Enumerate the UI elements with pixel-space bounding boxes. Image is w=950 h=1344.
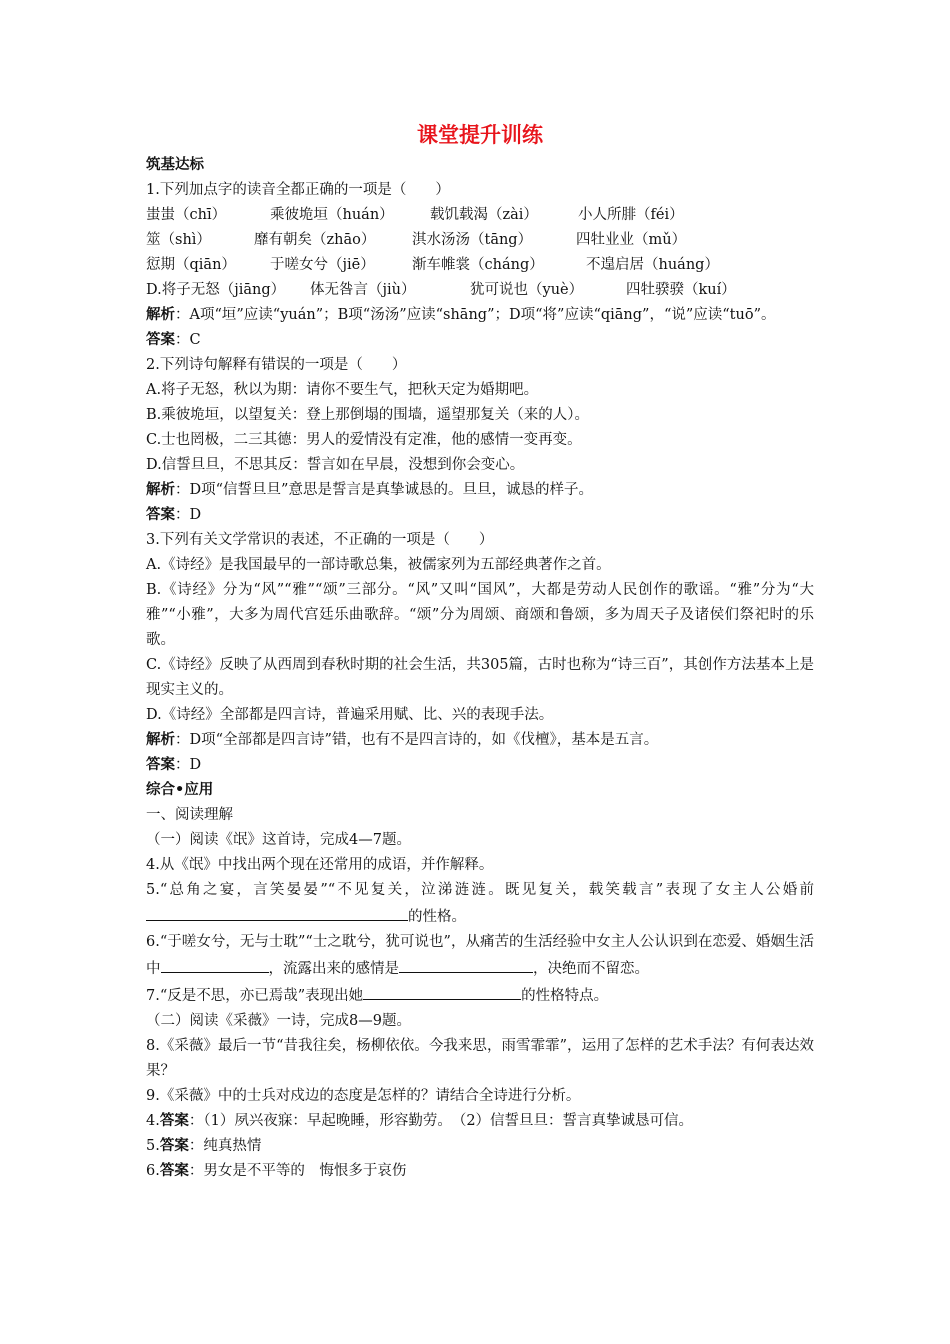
answer-6 [146, 1159, 814, 1184]
question-3-stem: 3.下列有关文学常识的表述，不正确的一项是（ ） [146, 532, 494, 548]
answer-number: 5. [146, 1138, 160, 1154]
answer-text: ：（1）夙兴夜寐：早起晚睡，形容勤劳。 （2）信誓旦旦：誓言真挚诚恳可信。 [188, 1113, 694, 1129]
answer-4 [146, 1109, 814, 1134]
option-item: 四牡骙骙（kuí） [626, 282, 736, 298]
section-heading-basic: 筑基达标 [146, 157, 204, 173]
question-9: 9.《采薇》中的士兵对戍边的态度是怎样的？请结合全诗进行分析。 [146, 1088, 581, 1104]
question-3-option: A.《诗经》是我国最早的一部诗歌总集，被儒家列为五部经典著作之首。 [146, 557, 611, 573]
question-2-option: C.士也罔极，二三其德：男人的爱情没有定准，他的感情一变再变。 [146, 432, 582, 448]
option-item: 体无咎言（jiù） [310, 282, 416, 298]
question-3-option: C.《诗经》反映了从西周到春秋时期的社会生活，共305篇，古时也称为“诗三百”，其创作方法基本上是现实主义的。 [146, 657, 814, 698]
option-item: 淇水汤汤（tāng） [412, 232, 533, 248]
question-5-text: 5.“总角之宴，言笑晏晏”“不见复关，泣涕涟涟。既见复关，载笑载言”表现了女主人公婚前 [146, 882, 814, 898]
answer-label: 答案 [159, 1138, 189, 1154]
answer-label: 答案 [146, 757, 175, 773]
answer-label: 答案 [159, 1163, 189, 1179]
part-subheading-mang: （一）阅读《氓》这首诗，完成4—7题。 [146, 832, 411, 848]
section-heading-applied: 综合•应用 [146, 782, 214, 798]
answer-number: 4. [146, 1113, 160, 1129]
question-3-option: D.《诗经》全部都是四言诗，普遍采用赋、比、兴的表现手法。 [146, 707, 554, 723]
question-7 [146, 982, 814, 1009]
question-3-option: B.《诗经》分为“风”“雅”“颂”三部分。“风”又叫“国风”，大都是劳动人民创作的歌谣。“雅”分为“大雅”“小雅”，大多为周代宫廷乐曲歌辞。“颂”分为周颂、商颂和鲁颂，多为周天子及诸侯们祭祀时的乐歌。 [146, 582, 814, 648]
option-item: 小人所腓（féi） [578, 207, 684, 223]
option-item: 筮（shì） [146, 232, 211, 248]
answer-label: 答案 [146, 507, 175, 523]
answer-text: ：D [175, 757, 202, 773]
question-2-option: D.信誓旦旦，不思其反：誓言如在早晨，没想到你会变心。 [146, 457, 525, 473]
option-item: 载饥载渴（zài） [430, 207, 538, 223]
answer-text: ：男女是不平等的 悔恨多于哀伤 [188, 1163, 407, 1179]
analysis-label: 解析 [146, 732, 175, 748]
question-7-tail: 的性格特点。 [521, 988, 609, 1004]
question-2-answer [146, 503, 814, 528]
question-3-answer [146, 753, 814, 778]
question-1-option-row-b [146, 228, 814, 253]
question-3-analysis [146, 728, 814, 753]
question-1-option-row-a [146, 203, 814, 228]
question-2-stem: 2.下列诗句解释有错误的一项是（ ） [146, 357, 407, 373]
option-item: 犹可说也（yuè） [470, 282, 584, 298]
answer-text: ：D [175, 507, 202, 523]
option-item: 四牡业业（mǔ） [576, 232, 687, 248]
answer-blank [146, 903, 408, 921]
question-2-analysis [146, 478, 814, 503]
question-6-mid: ，流露出来的感情是 [268, 961, 399, 977]
question-2-option: B.乘彼垝垣，以望复关：登上那倒塌的围墙，遥望那复关（来的人）。 [146, 407, 590, 423]
question-6-text: 6.“于嗟女兮，无与士耽”“士之耽兮，犹可说也”，从痛苦的生活经验中女主人公认识到在恋爱、婚姻生活中 [146, 934, 814, 977]
answer-blank [363, 982, 521, 1000]
question-1-stem: 1.下列加点字的读音全都正确的一项是（ ） [146, 182, 450, 198]
option-item: 乘彼垝垣（huán） [270, 207, 394, 223]
page-title: 课堂提升训练 [417, 123, 543, 147]
question-1-answer [146, 328, 814, 353]
option-item: 愆期（qiān） [146, 257, 236, 273]
part-subheading-caiwei: （二）阅读《采薇》一诗，完成8—9题。 [146, 1013, 411, 1029]
option-item: 靡有朝矣（zhāo） [254, 232, 376, 248]
question-6 [146, 930, 814, 982]
answer-blank [399, 955, 533, 973]
question-5-tail: 的性格。 [408, 909, 466, 925]
answer-label: 答案 [146, 332, 175, 348]
answer-label: 答案 [159, 1113, 189, 1129]
answer-blank [161, 955, 269, 973]
question-5 [146, 878, 814, 930]
option-item: D.将子无怒（jiāng） [146, 282, 286, 298]
option-item: 渐车帷裳（cháng） [412, 257, 544, 273]
question-7-text: 7.“反是不思，亦已焉哉”表现出她 [146, 988, 364, 1004]
question-1-analysis [146, 303, 814, 328]
option-item: 于嗟女兮（jiē） [270, 257, 375, 273]
analysis-text: ：A项“垣”应读“yuán”；B项“汤汤”应读“shāng”；D项“将”应读“qiāng”，“说”应读“tuō”。 [175, 307, 776, 323]
answer-5 [146, 1134, 814, 1159]
question-2-option: A.将子无怒，秋以为期：请你不要生气，把秋天定为婚期吧。 [146, 382, 539, 398]
question-1-option-row-c [146, 253, 814, 278]
option-item: 不遑启居（huáng） [586, 257, 719, 273]
answer-text: ：C [175, 332, 201, 348]
analysis-label: 解析 [146, 307, 175, 323]
worksheet-page [146, 120, 814, 1184]
answer-number: 6. [146, 1163, 160, 1179]
question-6-tail: ，决绝而不留恋。 [533, 961, 649, 977]
analysis-label: 解析 [146, 482, 175, 498]
question-4: 4.从《氓》中找出两个现在还常用的成语，并作解释。 [146, 857, 494, 873]
answer-text: ：纯真热情 [188, 1138, 262, 1154]
part-heading-reading: 一、阅读理解 [146, 807, 233, 823]
question-1-option-row-d [146, 278, 814, 303]
analysis-text: ：D项“全部都是四言诗”错，也有不是四言诗的，如《伐檀》，基本是五言。 [175, 732, 659, 748]
analysis-text: ：D项“信誓旦旦”意思是誓言是真挚诚恳的。旦旦，诚恳的样子。 [175, 482, 593, 498]
question-8: 8.《采薇》最后一节“昔我往矣，杨柳依依。今我来思，雨雪霏霏”，运用了怎样的艺术手法？有何表达效果？ [146, 1038, 814, 1079]
option-item: 蚩蚩（chī） [146, 207, 227, 223]
